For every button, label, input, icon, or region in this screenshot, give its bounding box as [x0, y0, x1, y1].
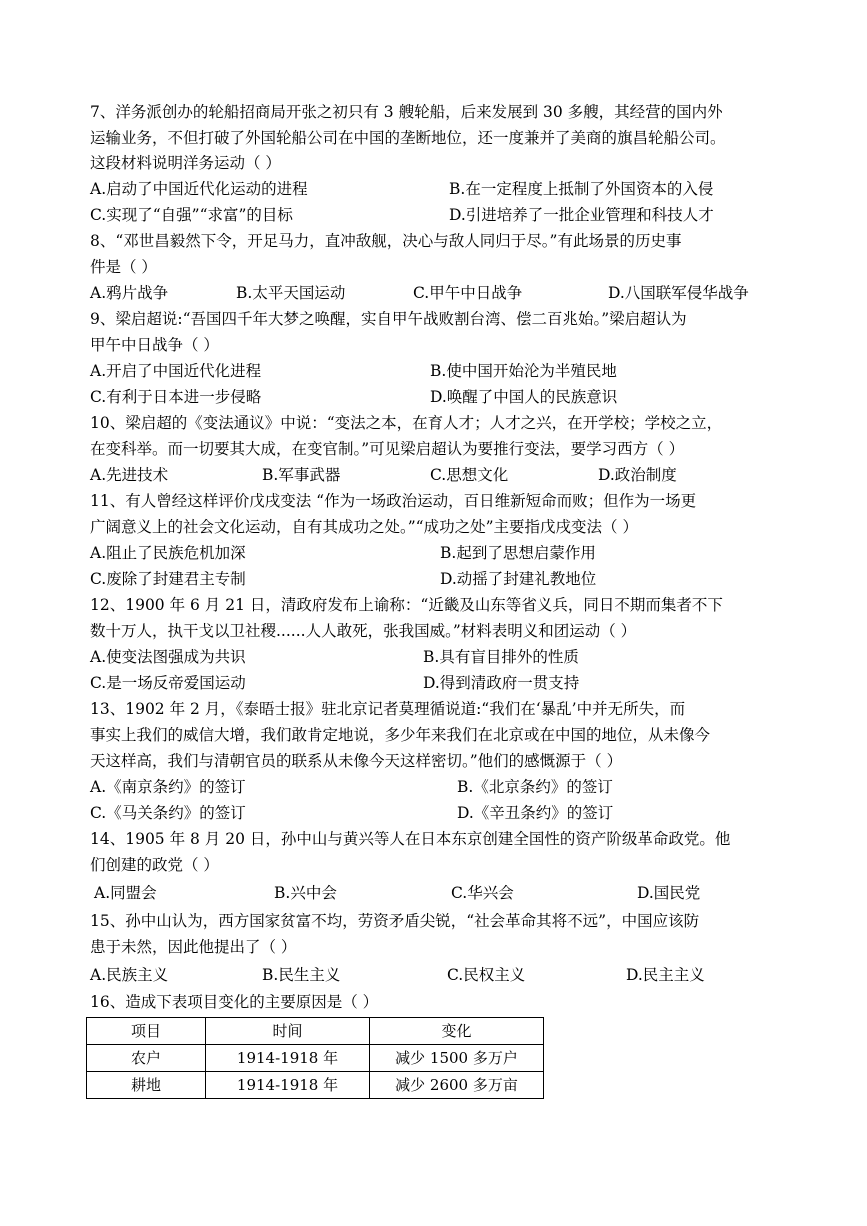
q13-option-d: D.《辛丑条约》的签订 [457, 804, 614, 822]
table-cell: 农户 [87, 1045, 206, 1072]
q11-option-c: C.废除了封建君主专制 [90, 570, 246, 588]
q16-line-1: 16、造成下表项目变化的主要原因是（ ） [90, 993, 379, 1011]
q10-option-a: A.先进技术 [90, 466, 169, 484]
q9-option-a: A.开启了中国近代化进程 [90, 362, 262, 380]
table-cell: 减少 2600 多万亩 [370, 1072, 544, 1099]
table-cell: 减少 1500 多万户 [370, 1045, 544, 1072]
table-header-row [87, 1018, 544, 1045]
q8-option-b: B.太平天国运动 [236, 284, 346, 302]
q7-option-d: D.引进培养了一批企业管理和科技人才 [449, 206, 714, 224]
q9-option-c: C.有利于日本进一步侵略 [90, 388, 262, 406]
q8-line-1: 8、“邓世昌毅然下令，开足马力，直冲敌舰，决心与敌人同归于尽。”有此场景的历史事 [90, 232, 682, 250]
q11-line-1: 11、有人曾经这样评价戊戌变法 “作为一场政治运动，百日维新短命而败；但作为一场更 [90, 492, 697, 510]
table-cell: 1914-1918 年 [206, 1045, 370, 1072]
table-header-cell: 变化 [370, 1018, 544, 1045]
q14-option-c: C.华兴会 [451, 884, 514, 902]
q9-option-b: B.使中国开始沦为半殖民地 [430, 362, 617, 380]
q15-line-2: 患于未然，因此他提出了（ ） [90, 938, 297, 956]
q8-option-d: D.八国联军侵华战争 [608, 284, 749, 302]
q13-line-1: 13、1902 年 2 月，《泰晤士报》驻北京记者莫理循说道:“我们在‘暴乱’中并无所失，而 [90, 700, 686, 718]
q11-option-a: A.阻止了民族危机加深 [90, 544, 246, 562]
q12-option-d: D.得到清政府一贯支持 [423, 674, 580, 692]
q11-option-b: B.起到了思想启蒙作用 [440, 544, 596, 562]
q7-line-3: 这段材料说明洋务运动（ ） [90, 154, 281, 172]
q15-option-b: B.民生主义 [262, 966, 341, 984]
q13-option-b: B.《北京条约》的签订 [457, 778, 613, 796]
q15-option-d: D.民主主义 [626, 966, 705, 984]
q14-option-a: A.同盟会 [94, 884, 157, 902]
q15-line-1: 15、孙中山认为，西方国家贫富不均，劳资矛盾尖锐，“社会革命其将不远”，中国应该防 [90, 912, 700, 930]
q10-option-d: D.政治制度 [598, 466, 677, 484]
q15-option-a: A.民族主义 [90, 966, 169, 984]
q9-line-1: 9、梁启超说:“吾国四千年大梦之唤醒，实自甲午战败割台湾、偿二百兆始。”梁启超认为 [90, 310, 687, 328]
q8-option-c: C.甲午中日战争 [413, 284, 523, 302]
table-row [87, 1072, 544, 1099]
q13-line-2: 事实上我们的威信大增，我们敢肯定地说，多少年来我们在北京或在中国的地位，从未像今 [90, 726, 711, 744]
q14-option-b: B.兴中会 [274, 884, 337, 902]
q14-option-d: D.国民党 [637, 884, 701, 902]
data-table [86, 1017, 544, 1099]
table-row [87, 1045, 544, 1072]
q10-option-c: C.思想文化 [430, 466, 509, 484]
q14-line-1: 14、1905 年 8 月 20 日，孙中山与黄兴等人在日本东京创建全国性的资产阶级革命政党。他 [90, 830, 731, 848]
q14-line-2: 们创建的政党（ ） [90, 856, 219, 874]
table-cell: 1914-1918 年 [206, 1072, 370, 1099]
q13-option-c: C.《马关条约》的签订 [90, 804, 246, 822]
q12-option-c: C.是一场反帝爱国运动 [90, 674, 246, 692]
q7-option-a: A.启动了中国近代化运动的进程 [90, 180, 308, 198]
q12-line-1: 12、1900 年 6 月 21 日，清政府发布上谕称：“近畿及山东等省义兵，同日不期而集者不下 [90, 596, 723, 614]
q12-line-2: 数十万人，执干戈以卫社稷......人人敢死，张我国威。”材料表明义和团运动（ ） [90, 622, 637, 640]
q8-option-a: A.鸦片战争 [90, 284, 169, 302]
table-cell: 耕地 [87, 1072, 206, 1099]
q9-option-d: D.唤醒了中国人的民族意识 [430, 388, 618, 406]
q13-option-a: A.《南京条约》的签订 [90, 778, 246, 796]
q7-line-1: 7、洋务派创办的轮船招商局开张之初只有 3 艘轮船，后来发展到 30 多艘，其经营的国内外 [90, 103, 723, 121]
q13-line-3: 天这样高，我们与清朝官员的联系从未像今天这样密切。”他们的感慨源于（ ） [90, 752, 623, 770]
q10-option-b: B.军事武器 [262, 466, 341, 484]
table-header-cell: 项目 [87, 1018, 206, 1045]
q12-option-b: B.具有盲目排外的性质 [423, 648, 579, 666]
table-header-cell: 时间 [206, 1018, 370, 1045]
q11-option-d: D.动摇了封建礼教地位 [440, 570, 597, 588]
q10-line-2: 在变科举。而一切要其大成，在变官制。”可见梁启超认为要推行变法，要学习西方（ ） [90, 440, 685, 458]
q7-option-b: B.在一定程度上抵制了外国资本的入侵 [449, 180, 714, 198]
q8-line-2: 件是（ ） [90, 258, 157, 276]
q9-line-2: 甲午中日战争（ ） [90, 336, 219, 354]
q15-option-c: C.民权主义 [447, 966, 526, 984]
q11-line-2: 广阔意义上的社会文化运动，自有其成功之处。”“成功之处”主要指戊戌变法（ ） [90, 518, 638, 536]
q12-option-a: A.使变法图强成为共识 [90, 648, 246, 666]
q7-line-2: 运输业务，不但打破了外国轮船公司在中国的垄断地位，还一度兼并了美商的旗昌轮船公司。 [90, 129, 726, 147]
q7-option-c: C.实现了“自强”“求富”的目标 [90, 206, 293, 224]
q10-line-1: 10、梁启超的《变法通议》中说：“变法之本，在育人才；人才之兴，在开学校；学校之立， [90, 414, 723, 432]
